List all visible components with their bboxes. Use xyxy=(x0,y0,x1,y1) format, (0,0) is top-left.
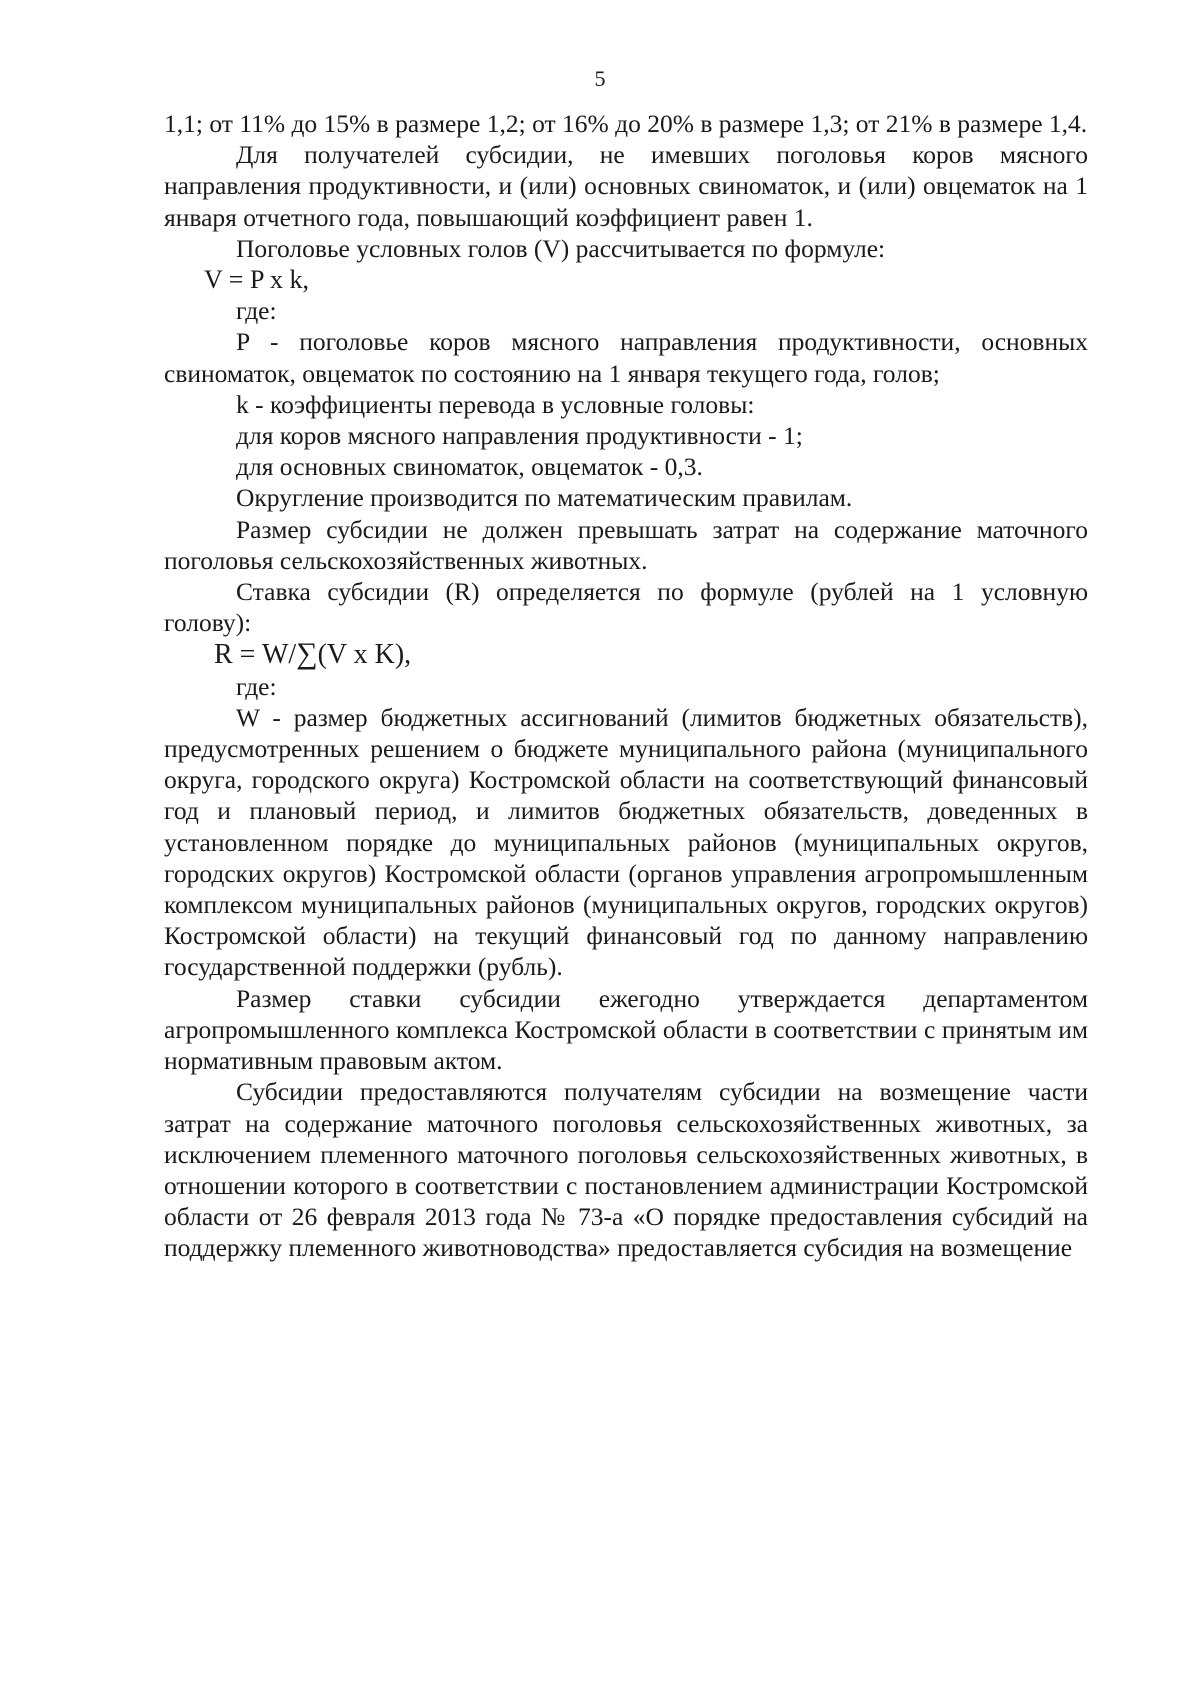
formula-right: (V x K), xyxy=(317,639,412,671)
paragraph: Для получателей субсидии, не имевших поголовья коров мясного направления продуктивности, и (или) основных свиноматок, и (или) овцематок на 1 января отчетного года, повышающий коэффициент равен 1. xyxy=(164,140,1088,232)
paragraph: P - поголовье коров мясного направления продуктивности, основных свиноматок, овцематок по состоянию на 1 января текущего года, голов; xyxy=(164,327,1088,388)
document-body xyxy=(164,108,1088,1264)
paragraph: Размер субсидии не должен превышать затрат на содержание маточного поголовья сельскохозяйственных животных. xyxy=(164,514,1088,575)
paragraph: Округление производится по математическим правилам. xyxy=(236,483,853,513)
paragraph: W - размер бюджетных ассигнований (лимитов бюджетных обязательств), предусмотренных решением о бюджете муниципального района (муниципального округа, городского округа) Костромской области на соответствующий финансовый год и плановый период, и лимитов бюджетных обязательств, доведенных в установленном порядке до муниципальных районов (муниципальных округов, городских округов) Костромской области (органов управления агропромышленным комплексом муниципальных районов (муниципальных округов, городских округов) Костромской области) на текущий финансовый год по данному направлению государственной поддержки (рубль). xyxy=(164,702,1088,982)
formula-subsidy-rate xyxy=(164,638,1088,670)
page-number: 5 xyxy=(594,66,606,91)
paragraph: Субсидии предоставляются получателям субсидии на возмещение части затрат на содержание маточного поголовья сельскохозяйственных животных, за исключением племенного маточного поголовья сельскохозяйственных животных, в отношении которого в соответствии с постановлением администрации Костромской области от 26 февраля 2013 года № 73-а «О порядке предоставления субсидий на поддержку племенного животноводства» предоставляется субсидия на возмещение xyxy=(164,1077,1088,1263)
paragraph: Размер ставки субсидии ежегодно утверждается департаментом агропромышленного комплекса Костромской области в соответствии с принятым им нормативным правовым актом. xyxy=(164,983,1088,1076)
sigma-symbol: ∑ xyxy=(296,637,318,671)
paragraph: 1,1; от 11% до 15% в размере 1,2; от 16% до 20% в размере 1,3; от 21% в размере 1,4. xyxy=(164,109,1088,138)
paragraph: Поголовье условных голов (V) рассчитывается по формуле: xyxy=(236,233,886,263)
paragraph: Ставка субсидии (R) определяется по формуле (рублей на 1 условную голову): xyxy=(164,577,1088,638)
where-label: где: xyxy=(236,671,277,701)
formula-left: R = W/ xyxy=(214,639,297,671)
formula-conditional-heads: V = P x k, xyxy=(204,265,309,295)
paragraph: для коров мясного направления продуктивности - 1; xyxy=(236,421,803,451)
where-label: где: xyxy=(236,296,277,326)
paragraph: для основных свиноматок, овцематок - 0,3. xyxy=(236,452,703,482)
paragraph: k - коэффициенты перевода в условные головы: xyxy=(236,389,755,419)
